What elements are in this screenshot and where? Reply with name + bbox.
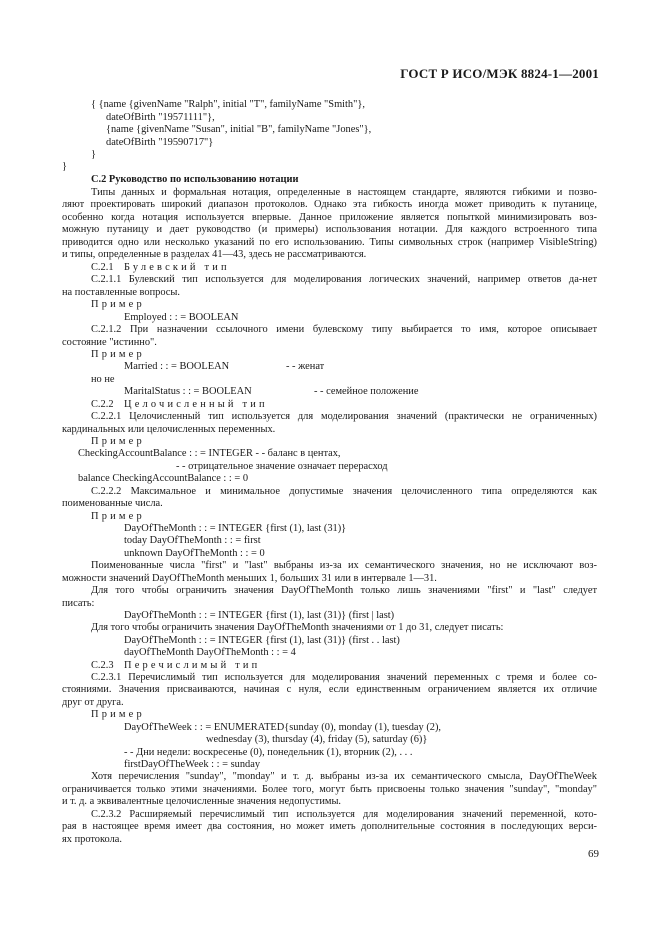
paragraph-line: ляют проектировать широкий диапазон протоколов. Однако эта гибкость иногда может приводить к путанице, — [62, 199, 597, 210]
paragraph-line: С.2.3.2 Расширяемый перечислимый тип используется для моделирования значений переменной, кото- — [91, 809, 597, 820]
paragraph-line: но не — [91, 374, 115, 385]
paragraph-line: писать: — [62, 598, 95, 609]
paragraph-line: Для того чтобы ограничить значения DayOfTheMonth только лишь значениями "first" и "last" следует — [91, 585, 597, 596]
subsection-title: Перечислимый тип — [124, 660, 261, 671]
code-line: unknown DayOfTheMonth : : = 0 — [124, 548, 265, 559]
paragraph-line: кардинальных или целочисленных переменных. — [62, 424, 276, 435]
code-line: wednesday (3), thursday (4), friday (5), saturday (6)} — [206, 734, 428, 745]
paragraph-line: С.2.2.1 Целочисленный тип используется для моделирования значений (практически не ограниченных) — [91, 411, 597, 422]
code-line: firstDayOfTheWeek : : = sunday — [124, 759, 261, 770]
code-line: } — [91, 149, 96, 160]
code-line: } — [62, 161, 67, 172]
code-line: {name {givenName "Susan", initial "B", familyName "Jones"}, — [106, 124, 372, 135]
code-line: DayOfTheMonth : : = INTEGER {first (1), last (31)} (first | last) — [124, 610, 395, 621]
subsection-number: С.2.2 — [91, 399, 114, 410]
paragraph-line: на поставленные вопросы. — [62, 287, 180, 298]
code-comment: - - отрицательное значение означает перерасход — [176, 461, 388, 472]
example-label: Пример — [91, 436, 145, 447]
paragraph-line: приводится одно или несколько указаний по его использованию. Типы символьных строк (например VisibleString) — [62, 237, 597, 248]
paragraph-line: С.2.1.2 При назначении ссылочного имени булевскому типу выбирается то имя, которое описывает — [91, 324, 597, 335]
code-line: MaritalStatus : : = BOOLEAN — [124, 386, 252, 397]
paragraph-line: ях протокола. — [62, 834, 122, 845]
paragraph-line: поименованные числа. — [62, 498, 163, 509]
code-line: Married : : = BOOLEAN — [124, 361, 230, 372]
paragraph-line: особенно когда нотация используется впервые. Данное приложение является попыткой минимизировать воз- — [62, 212, 597, 223]
subsection-title: Целочисленный тип — [124, 399, 268, 410]
paragraph-line: С.2.1.1 Булевский тип используется для моделирования логических значений, например ответов да-нет — [91, 274, 597, 285]
paragraph-line: Хотя перечисления "sunday", "monday" и т. д. выбраны из-за их семантического смысла, DayOfTheWeek — [91, 771, 597, 782]
paragraph-line: стояниями. Значения присваиваются, начиная с нуля, если единственным ограничением является их отличие — [62, 684, 597, 695]
paragraph-line: друг от друга. — [62, 697, 124, 708]
code-line: dateOfBirth "19590717"} — [106, 137, 214, 148]
paragraph-line: и т. д. а эквивалентные целочисленные значения недопустимы. — [62, 796, 342, 807]
subsection-number: С.2.3 — [91, 660, 114, 671]
document-header: ГОСТ Р ИСО/МЭК 8824-1—2001 — [400, 66, 599, 81]
paragraph-line: рая в настоящее время имеет два состояния, но может иметь дополнительные состояния в последующих верси- — [62, 821, 597, 832]
paragraph-line: ограничивается только этими значениями. Более того, могут быть присвоены только значения "sunday", "monday" — [62, 784, 597, 795]
code-line: dayOfTheMonth DayOfTheMonth : : = 4 — [124, 647, 296, 658]
paragraph-line: Для того чтобы ограничить значения DayOfTheMonth значениями от 1 до 31, следует писать: — [91, 622, 504, 633]
example-label: Пример — [91, 511, 145, 522]
subsection-title: Булевский тип — [124, 262, 230, 273]
section-heading: С.2 Руководство по использованию нотации — [91, 174, 299, 185]
code-comment: - - Дни недели: воскресенье (0), понедельник (1), вторник (2), . . . — [124, 747, 413, 758]
paragraph-line: Типы данных и формальная нотация, определенные в настоящем стандарте, являются гибкими и позво- — [91, 187, 597, 198]
code-line: DayOfTheWeek : : = ENUMERATED{sunday (0), monday (1), tuesday (2), — [124, 722, 442, 733]
code-comment: - - женат — [286, 361, 325, 372]
code-line: { {name {givenName "Ralph", initial "T", familyName "Smith"}, — [91, 99, 365, 110]
paragraph-line: С.2.3.1 Перечислимый тип используется для моделирования значений переменных с тремя и более со- — [91, 672, 597, 683]
code-line: today DayOfTheMonth : : = first — [124, 535, 261, 546]
subsection-number: С.2.1 — [91, 262, 114, 273]
page-number: 69 — [588, 848, 599, 860]
example-label: Пример — [91, 299, 145, 310]
code-line: balance CheckingAccountBalance : : = 0 — [78, 473, 249, 484]
code-line: dateOfBirth "19571111"}, — [106, 112, 215, 123]
code-line: DayOfTheMonth : : = INTEGER {first (1), last (31)} — [124, 523, 347, 534]
paragraph-line: Поименованные числа "first" и "last" выбраны из-за их семантического значения, но не исключают воз- — [91, 560, 597, 571]
paragraph-line: и типы, определенные в разделах 41—43, здесь не рассматриваются. — [62, 249, 367, 260]
paragraph-line: можную путаницу и дает руководство (и примеры) использования нотации. Для каждого встроенного типа — [62, 224, 597, 235]
paragraph-line: можности значений DayOfTheMonth меньших 1, больших 31 или в интервале 1—31. — [62, 573, 437, 584]
example-label: Пример — [91, 709, 145, 720]
code-line: Employed : : = BOOLEAN — [124, 312, 239, 323]
code-comment: - - семейное положение — [314, 386, 419, 397]
example-label: Пример — [91, 349, 145, 360]
paragraph-line: С.2.2.2 Максимальное и минимальное допустимые значения целочисленного типа определяются как — [91, 486, 597, 497]
paragraph-line: состояние "истинно". — [62, 337, 157, 348]
code-line: CheckingAccountBalance : : = INTEGER - - баланс в центах, — [78, 448, 341, 459]
code-line: DayOfTheMonth : : = INTEGER {first (1), last (31)} (first . . last) — [124, 635, 400, 646]
